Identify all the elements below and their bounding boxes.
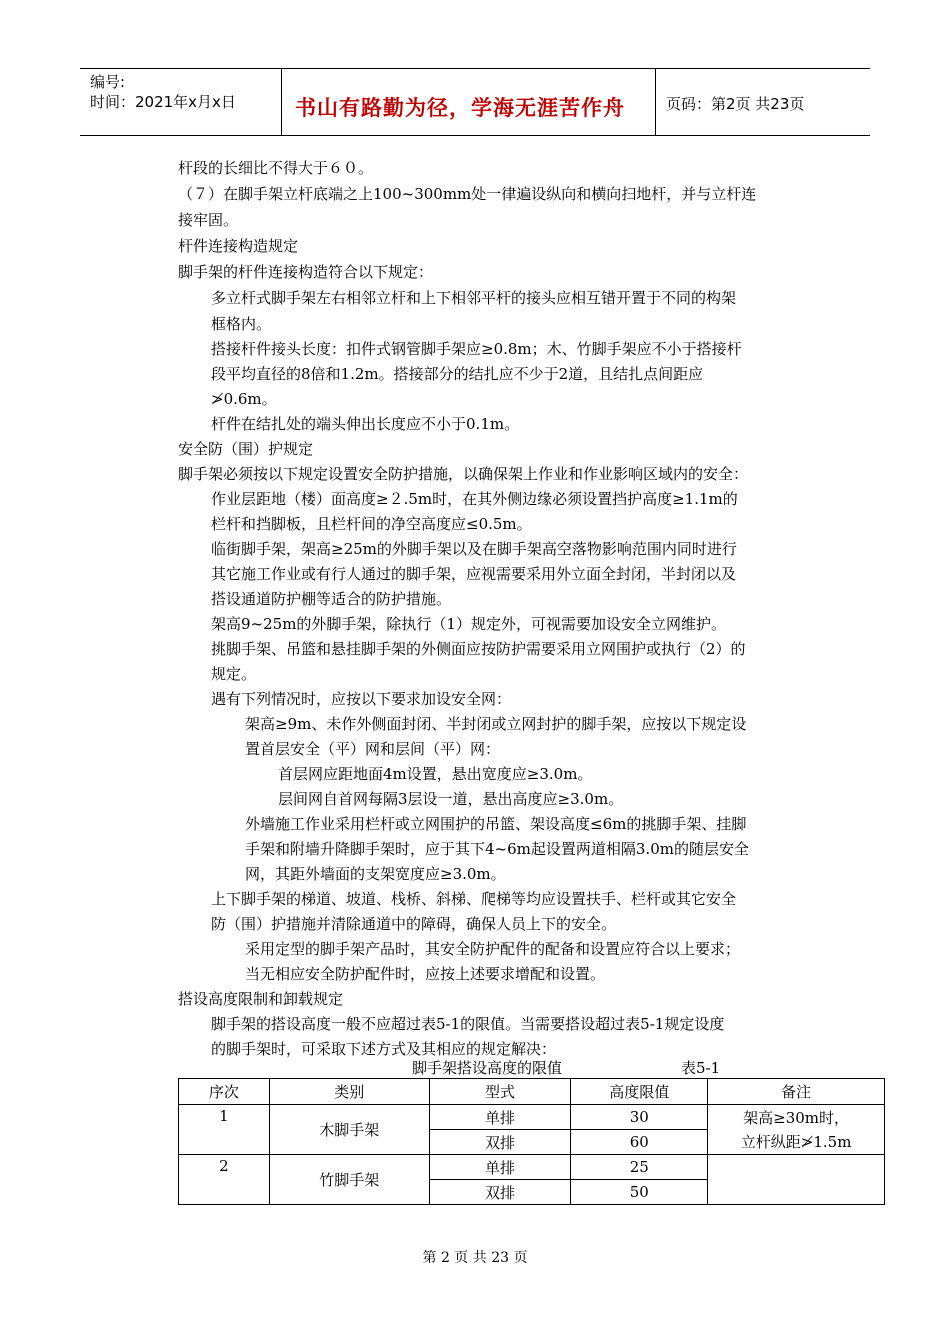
header-motto: 书山有路勤为径，学海无涯苦作舟 [295, 96, 625, 120]
table-row [179, 1155, 885, 1180]
table-header-cell: 高度限值 [571, 1079, 708, 1105]
text-line: 挑脚手架、吊篮和悬挂脚手架的外侧面应按防护需要采用立网围护或执行（2）的 [211, 640, 746, 658]
text-line: 框格内。 [211, 315, 272, 333]
table-row [179, 1105, 885, 1130]
section-heading: 搭设高度限制和卸载规定 [178, 990, 344, 1008]
table-note-line: 架高≥30m时， [743, 1108, 850, 1127]
table-header-row [179, 1079, 885, 1105]
table-cell-category: 竹脚手架 [269, 1155, 429, 1205]
text-line: 作业层距地（楼）面高度≥２.5m时，在其外侧边缘必须设置挡护高度≥1.1m的 [211, 490, 738, 508]
table-cell-type: 双排 [429, 1130, 571, 1155]
text-line: 采用定型的脚手架产品时，其安全防护配件的配备和设置应符合以上要求； [245, 940, 741, 958]
page-footer: 第 2 页 共 23 页 [422, 1250, 528, 1266]
document-number-label: 编号: [90, 73, 126, 91]
table-caption: 脚手架搭设高度的限值 [412, 1059, 563, 1077]
table-cell-type: 双排 [429, 1180, 571, 1205]
section-heading: 杆件连接构造规定 [178, 237, 299, 255]
table-number: 表5-1 [681, 1059, 721, 1077]
table-cell-seq: 1 [179, 1105, 270, 1155]
table-header-cell: 型式 [429, 1079, 571, 1105]
document-time: 时间：2021年x月x日 [90, 93, 236, 111]
text-line: ≯0.6m。 [211, 390, 277, 408]
table-header-cell: 类别 [269, 1079, 429, 1105]
text-line: 脚手架的搭设高度一般不应超过表5-1的限值。当需要搭设超过表5-1规定设度 [211, 1015, 725, 1033]
table-cell-seq: 2 [179, 1155, 270, 1205]
table-cell-type: 单排 [429, 1105, 571, 1130]
table-header-cell: 序次 [179, 1079, 270, 1105]
text-line: 接牢固。 [178, 211, 239, 229]
text-line: 置首层安全（平）网和层间（平）网： [245, 740, 501, 758]
text-line: 规定。 [211, 665, 257, 683]
header-page-info: 页码：第2页 共23页 [666, 95, 805, 113]
text-line: 防（围）护措施并清除通道中的障碍，确保人员上下的安全。 [211, 915, 617, 933]
table-cell-height: 25 [571, 1155, 708, 1180]
text-line: 段平均直径的8倍和1.2m。搭接部分的结扎应不少于2道，且结扎点间距应 [211, 365, 704, 383]
header-divider-left [281, 68, 282, 135]
table-cell-category: 木脚手架 [269, 1105, 429, 1155]
height-limit-table [178, 1078, 885, 1205]
text-line: 搭接杆件接头长度：扣件式钢管脚手架应≥0.8m；木、竹脚手架应不小于搭接杆 [211, 340, 742, 358]
text-line: 栏杆和挡脚板，且栏杆间的净空高度应≤0.5m。 [211, 515, 532, 533]
text-line: 杆件在结扎处的端头伸出长度应不小于0.1m。 [211, 415, 520, 433]
text-line: 临街脚手架，架高≥25m的外脚手架以及在脚手架高空落物影响范围内同时进行 [211, 540, 737, 558]
table-header-cell: 备注 [708, 1079, 885, 1105]
text-line: 多立杆式脚手架左右相邻立杆和上下相邻平杆的接头应相互错开置于不同的构架 [211, 289, 737, 307]
table-cell-height: 30 [571, 1105, 708, 1130]
text-line: 遇有下列情况时，应按以下要求加设安全网： [211, 690, 512, 708]
table-note-line: 立杆纵距≯1.5m [740, 1132, 852, 1151]
text-line: 脚手架必须按以下规定设置安全防护措施，以确保架上作业和作业影响区域内的安全： [178, 465, 749, 483]
text-line: 手架和附墙升降脚手架时，应于其下4~6m起设置两道相隔3.0m的随层安全 [245, 840, 749, 858]
text-line: 层间网自首网每隔3层设一道，悬出高度应≥3.0m。 [278, 790, 624, 808]
text-line: 脚手架的杆件连接构造符合以下规定： [178, 263, 434, 281]
text-line: 上下脚手架的梯道、坡道、栈桥、斜梯、爬梯等均应设置扶手、栏杆或其它安全 [211, 890, 737, 908]
section-heading: 安全防（围）护规定 [178, 440, 314, 458]
text-line: 当无相应安全防护配件时，应按上述要求增配和设置。 [245, 965, 606, 983]
table-cell-type: 单排 [429, 1155, 571, 1180]
text-line: 其它施工作业或有行人通过的脚手架，应视需要采用外立面全封闭，半封闭以及 [211, 565, 737, 583]
text-line: 杆段的长细比不得大于６０。 [178, 159, 374, 177]
table-cell-height: 60 [571, 1130, 708, 1155]
header-bottom-rule [80, 135, 870, 136]
table-cell-height: 50 [571, 1180, 708, 1205]
text-line: 架高≥9m、未作外侧面封闭、半封闭或立网封护的脚手架，应按以下规定设 [245, 715, 747, 733]
header-top-rule [80, 68, 870, 69]
text-line: 首层网应距地面4m设置，悬出宽度应≥3.0m。 [278, 765, 593, 783]
header-divider-right [655, 68, 656, 135]
text-line: 的脚手架时，可采取下述方式及其相应的规定解决： [211, 1040, 557, 1058]
text-line: 外墙施工作业采用栏杆或立网围护的吊篮、架设高度≤6m的挑脚手架、挂脚 [245, 815, 747, 833]
text-line: 搭设通道防护棚等适合的防护措施。 [211, 590, 452, 608]
table-cell-note [708, 1105, 885, 1155]
table-cell-note [708, 1155, 885, 1205]
text-line: 网，其距外墙面的支架宽度应≥3.0m。 [245, 865, 506, 883]
text-line: 架高9~25m的外脚手架，除执行（1）规定外，可视需要加设安全立网维护。 [211, 615, 726, 633]
text-line: （７）在脚手架立杆底端之上100~300mm处一律遍设纵向和横向扫地杆，并与立杆连 [178, 185, 757, 203]
